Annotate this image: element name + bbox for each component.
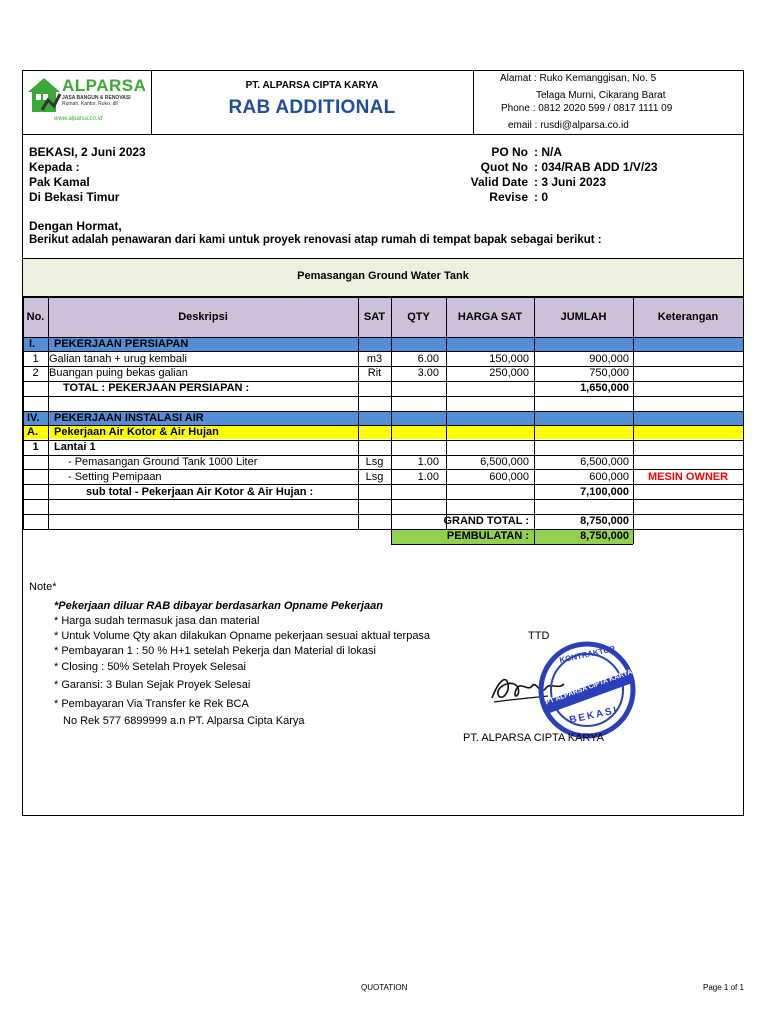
grid-row-line [23, 514, 743, 515]
grand-total-value: 8,750,000 [580, 515, 629, 527]
valid-label: Valid Date [470, 175, 528, 189]
client-location: Di Bekasi Timur [29, 190, 120, 204]
company-name: PT. ALPARSA CIPTA KARYA [245, 80, 379, 91]
phone-line [501, 103, 672, 114]
grid-col-line [23, 297, 24, 529]
note-line-6: * Pembayaran Via Transfer ke Rek BCA [54, 698, 249, 710]
po-value: : N/A [534, 145, 562, 159]
document-title: RAB ADDITIONAL [228, 97, 396, 118]
grid-row-line [23, 499, 743, 500]
logo-website: www.alparsa.co.id [54, 116, 103, 122]
grid-col-line [48, 297, 49, 529]
col-deskripsi: Deskripsi [178, 311, 228, 323]
quot-value: : 034/RAB ADD 1/V/23 [534, 160, 658, 174]
col-sat: SAT [363, 311, 386, 323]
row4-sat: Lsg [365, 471, 384, 483]
row3-jumlah: 6,500,000 [580, 456, 629, 468]
row1-no: 1 [32, 353, 39, 365]
intro-text: Berikut adalah penawaran dari kami untuk proyek renovasi atap rumah di tempat bapak sebagai berikut : [29, 234, 602, 246]
ttd-label: TTD [528, 630, 550, 642]
doc-date: BEKASI, 2 Juni 2023 [29, 145, 146, 159]
email-label: email : [508, 120, 538, 131]
grand-total-label: GRAND TOTAL : [443, 515, 529, 527]
col-keterangan: Keterangan [657, 311, 719, 323]
row1-harga: 150,000 [489, 353, 529, 365]
row3-sat: Lsg [365, 456, 384, 468]
grid-row-line [391, 544, 633, 545]
address-label: Alamat : [500, 73, 537, 84]
signature-company: PT. ALPARSA CIPTA KARYA [463, 732, 605, 744]
subtotal-value: 7,100,000 [580, 486, 629, 498]
row3-harga: 6,500,000 [480, 456, 529, 468]
subA-title: Pekerjaan Air Kotor & Air Hujan [54, 426, 219, 438]
grid-row-line [23, 529, 743, 530]
note-line-7: No Rek 577 6899999 a.n PT. Alparsa Cipta Karya [63, 715, 305, 727]
sec4-no: IV. [27, 412, 40, 424]
address-value: Ruko Kemanggisan, No. 5 [539, 73, 657, 84]
row2-qty: 3.00 [417, 367, 439, 379]
row2-harga: 250,000 [489, 367, 529, 379]
sec1-title: PEKERJAAN PERSIAPAN [54, 338, 189, 350]
phone-label: Phone : [501, 103, 536, 114]
grid-row-line [23, 297, 743, 298]
grid-row-line [23, 440, 743, 441]
footer-center: QUOTATION [361, 983, 408, 992]
address-line1 [500, 73, 656, 84]
logo-name: ALPARSA [62, 76, 147, 95]
note-line-5: * Garansi: 3 Bulan Sejak Proyek Selesai [54, 679, 251, 691]
logo-subtag: Rumah, Kantor, Ruko, dll [62, 101, 118, 107]
note-line-0: *Pekerjaan diluar RAB dibayar berdasarkan Opname Pekerjaan [54, 600, 383, 612]
row3-desc: - Pemasangan Ground Tank 1000 Liter [68, 456, 258, 468]
grid-col-line [633, 297, 634, 544]
row4-desc: - Setting Pemipaan [68, 471, 162, 483]
grid-row-line [23, 396, 743, 397]
email-value: rusdi@alparsa.co.id [540, 120, 629, 131]
row2-no: 2 [32, 367, 39, 379]
row4-harga: 600,000 [489, 471, 529, 483]
grid-col-line [534, 297, 535, 544]
note-line-2: * Untuk Volume Qty akan dilakukan Opname pekerjaan sesuai aktual terpasa [54, 630, 431, 642]
total1-value: 1,650,000 [580, 382, 629, 394]
note-title: Note* [29, 581, 57, 593]
grid-col-line [358, 297, 359, 529]
address-divider [473, 70, 474, 134]
lantai-no: 1 [32, 441, 39, 453]
total1-label: TOTAL : PEKERJAAN PERSIAPAN : [63, 382, 250, 394]
stamp-bottom-text: BEKASI [568, 704, 620, 727]
po-label: PO No [491, 145, 528, 159]
stamp-top-text: KONTRAKTOR [558, 644, 617, 665]
sec4-title: PEKERJAAN INSTALASI AIR [54, 412, 204, 424]
grid-col-line [743, 297, 744, 529]
address-line2: Telaga Murni, Cikarang Barat [536, 90, 666, 101]
stamp-mid-text: PT ALPARSA CIPTA KARYA [544, 668, 634, 707]
row1-desc: Galian tanah + urug kembali [49, 353, 187, 365]
row2-jumlah: 750,000 [589, 367, 629, 379]
col-harga: HARGA SAT [457, 311, 523, 323]
row1-sat: m3 [366, 353, 383, 365]
col-jumlah: JUMLAH [560, 311, 607, 323]
row4-keterangan: MESIN OWNER [648, 471, 729, 483]
grid-col-line [446, 297, 447, 529]
note-line-4: * Closing : 50% Setelah Proyek Selesai [54, 661, 246, 673]
company-logo [22, 70, 151, 134]
sec1-no: I. [29, 338, 36, 350]
row4-jumlah: 600,000 [589, 471, 629, 483]
lantai-title: Lantai 1 [54, 441, 96, 453]
col-no: No. [26, 311, 45, 323]
pembulatan-value: 8,750,000 [580, 530, 629, 542]
col-qty: QTY [407, 311, 430, 323]
row1-qty: 6.00 [417, 353, 439, 365]
phone-value: 0812 2020 599 / 0817 1111 09 [538, 103, 673, 114]
subtotal-label: sub total - Pekerjaan Air Kotor & Air Hujan : [86, 486, 314, 498]
revise-value: : 0 [534, 190, 549, 204]
kepada-label: Kepada : [29, 160, 80, 174]
note-line-3: * Pembayaran 1 : 50 % H+1 setelah Pekerja dan Material di lokasi [54, 645, 376, 657]
email-line [508, 120, 629, 131]
subA-no: A. [27, 426, 38, 438]
row2-sat: Rit [367, 367, 382, 379]
quot-label: Quot No [480, 160, 528, 174]
greeting: Dengan Hormat, [29, 219, 122, 233]
pembulatan-label: PEMBULATAN : [446, 530, 529, 542]
note-line-1: * Harga sudah termasuk jasa dan material [54, 615, 260, 627]
grid-col-line [391, 297, 392, 544]
row2-desc: Buangan puing bekas galian [49, 367, 188, 379]
project-title: Pemasangan Ground Water Tank [297, 270, 469, 282]
row3-qty: 1.00 [417, 456, 439, 468]
valid-value: : 3 Juni 2023 [534, 175, 607, 189]
header-divider [22, 134, 744, 135]
logo-tagline: JASA BANGUN & RENOVASI [62, 95, 131, 101]
row4-qty: 1.00 [417, 471, 439, 483]
row1-jumlah: 900,000 [589, 353, 629, 365]
revise-label: Revise [489, 190, 528, 204]
footer-page: Page 1 of 1 [703, 983, 744, 992]
company-stamp [533, 640, 641, 740]
client-name: Pak Kamal [29, 175, 90, 189]
